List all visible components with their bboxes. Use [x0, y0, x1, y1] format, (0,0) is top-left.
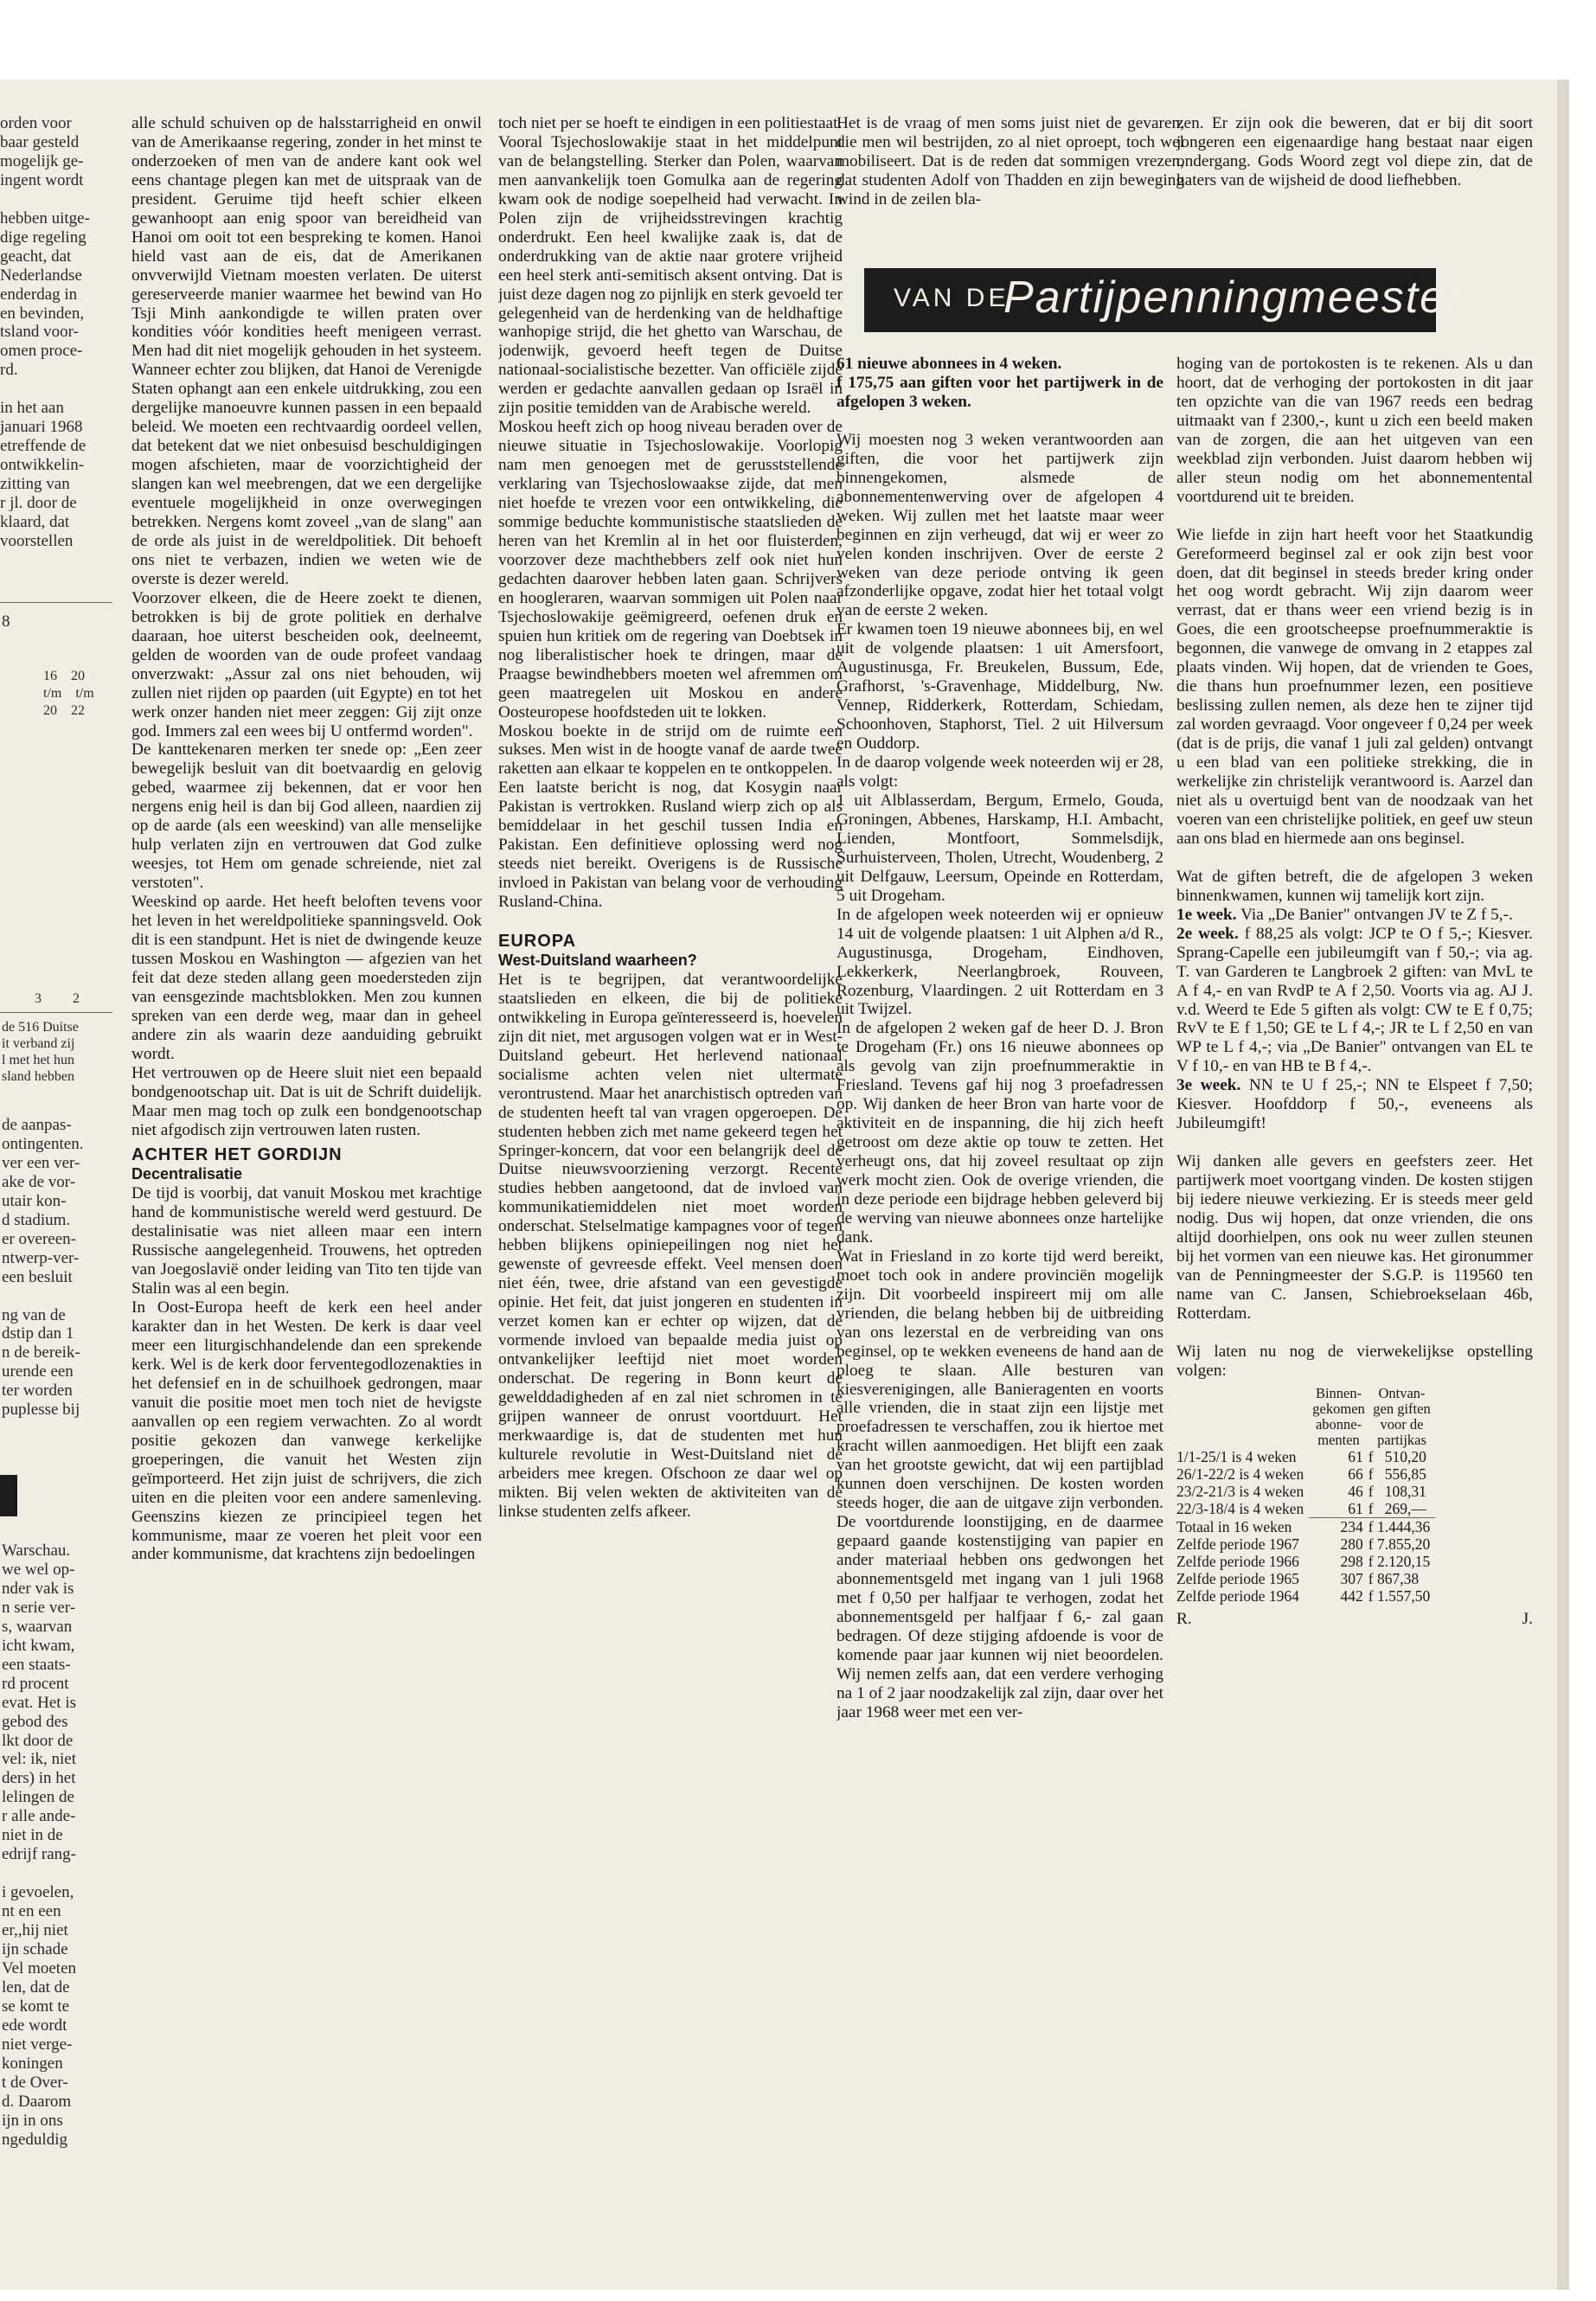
clipped-line: omen proce-	[0, 342, 83, 361]
amount-cell: f 1.444,36	[1368, 1517, 1431, 1535]
col2-paragraph: Moskou heeft zich op hoog niveau beraden over de nieuwe situatie in Tsjechoslowakije. Voorlopig nam men genoegen met de gerusststellende verklaring van Tsjechoslowaakse zijde, dat men niet hoefde te vrezen voor een ontwikkeling, die sommige beduchte kommunistische staatslieden de heren van het Kremlin al in het oor fluisterden, voorzover deze machthebbers zelf ook niet hun gedachten daarover hebben laten gaan. Schrijvers en hoogleraren, waarvan sommigen uit Polen naar Tsjechoslowakije geëmigreerd, oefenen druk en spuien hun kritiek om de regering van Doebtsek in nog liberalistischer hoek te dringen, maar de Praagse bewindhebbers moeten wel afremmen om geen maatregelen uit Moskou en andere Oosteuropese hoofdsteden uit te lokken.	[498, 418, 843, 721]
col4-b-paragraph: Wij danken alle gevers en geefsters zeer. Het partijwerk moet voortgang vinden. De kosten stijgen bij iedere nieuwe verkiezing. Er is steeds meer geld nodig. Dus wij hopen, dat onze vrienden, die ons altijd doorhielpen, ons ook nu weer zullen steunen bij het vormen van een nieuwe kas. Het gironummer van de Penningmeester der S.G.P. is 119560 ten name van C. Jansen, Schiebroekselaan 46b, Rotterdam.	[1176, 1152, 1533, 1323]
col4-b-paragraph: Wij laten nu nog de vierwekelijkse opstelling volgen:	[1176, 1342, 1533, 1380]
amount-cell: f 2.120,15	[1368, 1552, 1431, 1570]
four-weekly-table	[1176, 1386, 1435, 1605]
period-cell: 22/3-18/4 is 4 weken	[1176, 1499, 1304, 1517]
clipped-line: geacht, dat	[0, 247, 72, 266]
clipped-line: orden voor	[0, 114, 72, 132]
col3-top-paragraph: Het is de vraag of men soms juist niet de gevaren, die men wil bestrijden, zo al niet oproept, toch wel mobiliseert. Dat is de reden dat sommigen vrezen, dat studenten Adolf von Thadden en zijn beweging wind in de zeilen bla-	[836, 114, 1184, 208]
amount-cell: f 1.557,50	[1368, 1586, 1431, 1605]
clipped-line: dige regeling	[0, 228, 87, 247]
clipped-line	[2, 1864, 76, 1883]
signature	[1176, 1610, 1533, 1629]
clipped-text-c	[2, 1116, 83, 1420]
column-3-penningmeester	[836, 355, 1163, 2085]
clipped-table-b: 3 2	[35, 991, 80, 1006]
article-west-duitsland-end-2	[1176, 114, 1533, 190]
amount-cell: f 867,38	[1368, 1569, 1420, 1587]
clipped-line: nder vak is	[2, 1579, 74, 1598]
column-4-top	[1176, 114, 1533, 235]
clipped-line: een besluit	[2, 1267, 73, 1286]
banner-title: Partijpenningmeester	[1003, 272, 1464, 323]
clipped-line: it verband zij	[2, 1036, 75, 1051]
col3-b-paragraph: Wij moesten nog 3 weken verantwoorden aan giften, die voor het partijwerk zijn binnengekomen, alsmede de abonnementenwerving over de afgelopen 4 weken. Wij zullen met het laatste maar weer beginnen en zijn verheugd, dat wij er weer zo velen konden inschrijven. Over de eerste 2 weken van deze periode ontving ik geen afzonderlijke opgave, zodat hier het totaal volgt van de eerste 2 weken.	[836, 430, 1163, 620]
col3-b-paragraph: 1 uit Alblasserdam, Bergum, Ermelo, Gouda, Groningen, Abbenes, Harskamp, H.I. Ambacht, Lienden, Montfoort, Sommelsdijk, Surhuisterveen, Tholen, Utrecht, Woudenberg, 2 uit Delfgauw, Leersum, Opeinde en Rotterdam, 5 uit Drogeham.	[836, 791, 1163, 905]
period-cell: Zelfde periode 1966	[1176, 1552, 1299, 1570]
clipped-line: en bevinden,	[0, 304, 85, 323]
clipped-line: niet verge-	[2, 2035, 73, 2054]
table-row	[1176, 1500, 1435, 1518]
clipped-line: s, waarvan	[2, 1617, 73, 1636]
article-west-duitsland-end	[836, 114, 1184, 209]
clipped-line: ingent wordt	[0, 170, 84, 189]
column-3-top	[836, 114, 1184, 235]
clipped-line: er,,hij niet	[2, 1921, 68, 1940]
clipped-line: ntwerp-ver-	[2, 1248, 80, 1267]
period-cell: 26/1-22/2 is 4 weken	[1176, 1465, 1304, 1483]
table-total-row	[1176, 1518, 1435, 1535]
clipped-line: mogelijk ge-	[0, 151, 84, 170]
clipped-table-a: 16 20 t/m t/m 20 22	[43, 669, 94, 718]
table-header-gifts: Ontvan- gen giften voor de partijkas	[1373, 1384, 1431, 1448]
table-total-row	[1176, 1570, 1435, 1587]
col3-b-paragraph: In de daarop volgende week noteerden wij er 28, als volgt:	[836, 753, 1163, 792]
subs-cell: 46	[1348, 1482, 1363, 1500]
col3-b-paragraph: In de afgelopen 2 weken gaf de heer D. J. Bron te Drogeham (Fr.) ons 16 nieuwe abonnees op als gevolg van zijn proefnummeraktie in Friesland. Tevens gaf hij nog 3 proefadressen op. Wij danken de heer Bron van harte voor de aktiviteit en de inspanning, die hij zich heeft getroost om deze aktie op touw te zetten. Het verheugt ons, dat hij zoveel resultaat op zijn werk mocht zien. Ook de overige vrienden, die in deze periode een bijdrage hebben geleverd bij de werving van nieuwe abonnees onze hartelijke dank.	[836, 1019, 1163, 1247]
clipped-line: Nederlandse	[0, 266, 82, 285]
amount-cell: f 269,—	[1368, 1499, 1426, 1517]
section-heading-achter-het-gordijn: ACHTER HET GORDIJN	[131, 1145, 343, 1165]
partijpenningmeester-banner	[864, 268, 1464, 332]
col3-b-paragraph: Wat in Friesland in zo korte tijd werd bereikt, moet toch ook in andere provinciën mogelijk zijn. Dit voorbeeld inspireert mij om alle vrienden, die belang hebben bij de uitbreiding van ons lezerstal en de verbreiding van ons beginsel, op te wekken eveneens de hand aan de ploeg te slaan. Alle besturen van kiesverenigingen, alle Banieragenten en voorts alle vrienden, die in staat zijn een lijstje met proefadressen te verschaffen, zou ik hiertoe met kracht willen aanmoedigen. Het blijft een zaak van het grootste gewicht, dat wij een partijblad kunnen doen verschijnen. De kosten worden steeds hoger, die aan de uitgave zijn verbonden. De voortdurende loonstijging, en de daarmee gepaard gaande kostenstijging van papier en ander materiaal hebben ons gedwongen het abonnementsgeld met ingang van 1 juli 1968 met f 0,50 per halfjaar te verhogen, zodat het abonnementsgeld per halfjaar f 6,- zal gaan bedragen. Of deze stijging afdoende is voor de komende paar jaar kunnen wij niet beoordelen. Wij nemen zelfs aan, dat een verdere verhoging na 1 of 2 jaar noodzakelijk zal zijn, daar over het jaar 1968 weer met een ver-	[836, 1247, 1163, 1721]
clipped-line: de aanpas-	[2, 1116, 72, 1134]
clipped-line: urende een	[2, 1362, 74, 1381]
clipped-line: sland hebben	[2, 1069, 74, 1084]
clipped-line: r jl. door de	[0, 494, 77, 513]
article-tsjechoslowakije	[498, 114, 843, 912]
clipped-line: etreffende de	[0, 437, 87, 456]
clipped-line	[0, 190, 114, 209]
period-cell: 23/2-21/3 is 4 weken	[1176, 1482, 1304, 1500]
clipped-line: vel: ik, niet	[2, 1750, 77, 1769]
clipped-line: een staats-	[2, 1655, 71, 1674]
column-2	[498, 114, 843, 2086]
clipped-line: Warschau.	[2, 1541, 71, 1560]
clipped-line: l met het hun	[2, 1053, 74, 1067]
clipped-line: nt en een	[2, 1902, 61, 1921]
period-cell: 1/1-25/1 is 4 weken	[1176, 1447, 1297, 1465]
clipped-line: we wel op-	[2, 1560, 75, 1579]
clipped-line: utair kon-	[2, 1191, 67, 1210]
clipped-line: evat. Het is	[2, 1693, 77, 1712]
period-cell: Zelfde periode 1964	[1176, 1586, 1299, 1605]
col1-b-paragraph: In Oost-Europa heeft de kerk een heel ander karakter dan in het Westen. De kerk is daar veel meer een liturgischhandelende dan een sprekende kerk. Wel is de kerk door ferventegodlozenakties in het defensief en in de schuilhoek gedrongen, maar vanuit die positie moet men toch niet de hevigste aanvallen op een regiem verwachten. Zo al wordt positie gekozen dan vanwege kerkelijke groeperingen, die vanuit het Westen zijn geïmporteerd. Het zijn juist de schrijvers, die zich uiten en die pleiten voor een andere samenleving. Geenszins kiezen ze principieel tegen het kommunisme, maar ze voeren het pleit voor een ander kommunisme, dat krachtens zijn bedoelingen	[131, 1298, 482, 1564]
amount-cell: f 108,31	[1368, 1482, 1426, 1500]
clipped-line: zitting van	[0, 475, 70, 494]
subs-cell: 442	[1340, 1586, 1363, 1605]
clipped-line: r alle ande-	[2, 1807, 76, 1826]
clipped-line: ders) in het	[2, 1769, 76, 1788]
clipped-line: lelingen de	[2, 1788, 74, 1807]
clipped-line: ver een ver-	[2, 1153, 80, 1172]
amount-cell: f 556,85	[1368, 1465, 1426, 1483]
table-row	[1176, 1465, 1435, 1483]
subs-cell: 298	[1340, 1552, 1363, 1570]
clipped-line: puplesse bij	[2, 1400, 80, 1420]
subs-cell: 61	[1348, 1447, 1363, 1465]
article-west-duitsland	[498, 971, 843, 1522]
clipped-line: ijn schade	[2, 1940, 68, 1959]
col1-paragraph: Het vertrouwen op de Heere sluit niet een bepaald bondgenootschap uit. Dat is uit de Schrift duidelijk. Maar men mag toch op zulk een bondgenootschap niet afgodisch zijn vertrouwen laten rusten.	[131, 1063, 482, 1139]
table-row	[1176, 1448, 1435, 1465]
col2-paragraph: Een laatste bericht is nog, dat Kosygin naar Pakistan is vertrokken. Rusland wierp zich op als bemiddelaar in het geschil tussen India en Pakistan. Een definitieve oplossing werd nog steeds niet bereikt. Overigens is de Russische invloed in Pakistan van belang voor de verhouding Rusland-China.	[498, 779, 843, 912]
period-cell: Totaal in 16 weken	[1176, 1517, 1292, 1535]
clipped-text-d	[2, 1541, 76, 2150]
clipped-line: ede wordt	[2, 2016, 67, 2035]
amount-cell: f 7.855,20	[1368, 1535, 1431, 1553]
col4-b-paragraph: 1e week. Via „De Banier" ontvangen JV te Z f 5,-.	[1176, 905, 1513, 924]
signature-left: R.	[1176, 1609, 1192, 1628]
subs-cell: 66	[1348, 1465, 1363, 1483]
article-decentralisatie	[131, 1184, 482, 1564]
clipped-line: ake de vor-	[2, 1172, 76, 1191]
subheading-west-duitsland: West-Duitsland waarheen?	[498, 951, 697, 969]
clipped-line: i gevoelen,	[2, 1883, 74, 1902]
clipped-line: koningen	[2, 2054, 63, 2073]
column-left-clipped	[0, 114, 114, 2259]
clipped-line: se komt te	[2, 1997, 70, 2016]
table-total-row	[1176, 1587, 1435, 1605]
col4-b-paragraph: Wat de giften betreft, die de afgelopen 3 weken binnenkwamen, kunnen wij tamelijk kort zijn.	[1176, 867, 1533, 905]
col2-paragraph: Moskou boekte in de strijd om de ruimte een sukses. Men wist in de hoogte vanaf de aarde twee raketten aan elkaar te koppelen en te ontkoppelen.	[498, 721, 843, 779]
clipped-line: dstip dan 1	[2, 1324, 74, 1343]
clipped-line: d stadium.	[2, 1210, 71, 1229]
signature-right: J.	[1522, 1609, 1533, 1628]
col1-paragraph: Weeskind op aarde. Het heeft beloften tevens voor het leven in het wereldpolitieke spanningsveld. Ook dit is een standpunt. Het is niet de dwingende keuze tussen Moskou en Washington — afgezien van het feit dat deze steden allang geen moedersteden zijn van eensgezinde machtsblokken. Men zou kunnen spreken van een derde weg, maar dan in geheel andere zin als waarin deze aanduiding gebruikt wordt.	[131, 893, 482, 1063]
col3-b-paragraph: f 175,75 aan giften voor het partijwerk in de afgelopen 3 weken.	[836, 373, 1163, 411]
subs-cell: 307	[1340, 1569, 1363, 1587]
section-heading-europa: EUROPA	[498, 932, 577, 952]
clipped-line: niet in de	[2, 1826, 63, 1845]
article-vietnam	[131, 114, 482, 1139]
clipped-line	[2, 1287, 83, 1306]
period-cell: Zelfde periode 1965	[1176, 1569, 1299, 1587]
col2-paragraph: Vooral Tsjechoslowakije staat in het middelpunt van de belangstelling. Sterker dan Polen, waarvan men aanvankelijk toen Gomulka aan de regering kwam ook de nodige soepelheid had verwacht. In Polen zijn de vrijheidsstrevingen krachtig onderdrukt. Een heel kwalijke zaak is, dat de onderdrukking van de aktie naar grotere vrijheid een heel sterk anti-semitisch aksent ontving. Dat is juist deze dagen nog zo pijnlijk en sterk gevoeld ter gelegenheid van de herdenking van de heldhaftige wanhopige strijd, die het ghetto van Warschau, de jodenwijk, gevoerd heeft tegen de Duitse nationaal-socialistische bezetter. Van officiële zijde werden er gedachte aanvallen gedaan op Israël in zijn positie temidden van de Arabische wereld.	[498, 132, 843, 418]
subs-cell: 234	[1340, 1517, 1363, 1535]
clipped-line: de 516 Duitse	[2, 1020, 79, 1035]
clipped-line: hebben uitge-	[0, 208, 90, 228]
clipped-table-num: 8	[2, 612, 10, 631]
clipped-line: ontingenten.	[2, 1134, 84, 1153]
clipped-line: ng van de	[2, 1305, 66, 1324]
col4-b-paragraph: hoging van de portokosten is te rekenen. Als u dan hoort, dat de verhoging der portokosten in dit jaar ten opzichte van die van 1967 reeds een bedrag uitmaakt van f 2300,-, kunt u zich een beeld maken van de zorgen, die aan het uitgeven van een weekblad zijn verbonden. Juist daarom hebben wij aller steun nodig om het abonnementental voortdurend uit te breiden.	[1176, 355, 1533, 506]
clipped-line: gebod des	[2, 1712, 68, 1731]
subs-cell: 280	[1340, 1535, 1363, 1553]
subs-cell: 61	[1348, 1499, 1363, 1517]
col4-b-paragraph: 3e week. NN te U f 25,-; NN te Elspeet f 7,50; Kiesver. Hoofddorp f 50,-, eveneens als Jubileumgift!	[1176, 1076, 1533, 1133]
col2-b-paragraph: Het is te begrijpen, dat verantwoordelijke staatslieden en elkeen, die bij de politieke ontwikkeling in Europa geïnteresseerd is, hoevelen zijn dit niet, met argusogen volgen wat er in West-Duitsland gebeurt. Het herlevend nationaal socialisme achten velen niet ultermate verontrustend. Maar het anarchistisch optreden van de studenten heeft tal van vragen opgeroepen. De studenten hebben zich met name gekeerd tegen het Springer-koncern, dat voor een belangrijk deel de Duitse nieuwsvoorziening verzorgt. Recente studies hebben aangetoond, dat de invloed van kommunikatiemiddelen niet moet worden onderschat. Stelselmatige kampagnes voor of tegen hebben blijkens opiniepeilingen nog niet het gewenste of gevreesde effekt. Veel mensen doen niet één, twee, drie afstand van een gevestigde opinie. Het feit, dat juist jongeren en studenten in verzet komen kan er echter op wijzen, dat de vormende invloed van bepaalde media juist op ontvankelijker leeftijd niet moet worden onderschat. De regering in Bonn keurt de gewelddadigheden af en zal niet schromen in te grijpen wanneer de onrust voortduurt. Het merkwaardige is, dat de studenten met hun kulturele revolutie in West-Duitsland niet de arbeiders mee kregen. Ofschoon ze daar wel op mikten. Bij velen wekten de aktiviteiten van de linkse studenten zelfs afkeer.	[498, 970, 843, 1521]
clipped-line: len, dat de	[2, 1977, 70, 1997]
penningmeester-text-b	[1176, 355, 1533, 1381]
column-1	[131, 114, 482, 2086]
column-4-penningmeester	[1176, 355, 1533, 2085]
clipped-line: klaard, dat	[0, 513, 70, 532]
clipped-line: januari 1968	[0, 418, 83, 437]
clipped-line: baar gesteld	[0, 132, 80, 151]
page-edge	[1557, 80, 1569, 2290]
clipped-line: enderdag in	[0, 285, 78, 304]
clipped-line: in het aan	[0, 399, 64, 418]
clipped-line: n de bereik-	[2, 1343, 80, 1362]
amount-cell: f 510,20	[1368, 1447, 1426, 1465]
col1-paragraph: Voorzover elkeen, die de Heere zoekt te dienen, betrokken is bij de grote politiek en derhalve daaraan, hoe uiterst bescheiden ook, deelneemt, gelden de woorden van de oude profeet vandaag onverzwakt: „Assur zal ons niet behouden, wij zullen niet rijden op paarden (uit Egypte) en tot het werk onzer handen niet meer zeggen: Gij zijt onze god. Immers zal een wees bij U ontfermd worden".	[131, 588, 482, 740]
col3-b-paragraph: In de afgelopen week noteerden wij er opnieuw 14 uit de volgende plaatsen: 1 uit Alphen a/d R., Augustinusga, Drogeham, Eindhoven, Lekkerkerk, Neerlangbroek, Rouveen, Rozenburg, Vlaardingen. 2 uit Rotterdam en 3 uit Twijzel.	[836, 905, 1163, 1019]
clipped-line: voorstellen	[0, 531, 74, 550]
clipped-line: d. Daarom	[2, 2092, 72, 2111]
col1-b-paragraph: De tijd is voorbij, dat vanuit Moskou met krachtige hand de kommunistische wereld werd gestuurd. De destalinisatie was niet alleen maar een intern Russische aangelegenheid. Trouwens, het optreden van Joegoslavië onder leiding van Tito ten tijde van Stalin was al een begin.	[131, 1184, 482, 1298]
clipped-line: ngeduldig	[2, 2130, 67, 2149]
banner-van-de: VAN DE	[894, 284, 1010, 312]
clipped-line: ter worden	[2, 1381, 73, 1400]
clipped-line: rd procent	[2, 1674, 69, 1693]
table-rule	[0, 602, 112, 603]
clipped-line: Vel moeten	[2, 1958, 77, 1977]
black-block	[0, 1475, 17, 1516]
col2-paragraph: toch niet per se hoeft te eindigen in een politiestaat.	[498, 114, 843, 132]
col4-b-paragraph: 2e week. f 88,25 als volgt: JCP te O f 5,-; Kiesver. Sprang-Capelle een jubileumgift van f 50,-; via ag. T. van Garderen te Langbroek 2 giften: van MvL te A f 4,- en van RvdP te A f 2,50. Voorts via ag. AJ J. v.d. Weerd te Ede 5 giften als volgt: CW te E f 0,75; RvV te E f 1,50; GE te L f 4,-; JR te L f 2,50 en van WP te L f 4,-; via „De Banier" ontvangen van EL te V f 10,- en van HB te B f 4,-.	[1176, 924, 1533, 1076]
table-total-row	[1176, 1535, 1435, 1553]
table-row	[1176, 1483, 1435, 1500]
clipped-line: t de Over-	[2, 2073, 68, 2092]
clipped-line: icht kwam,	[2, 1636, 75, 1655]
period-cell: Zelfde periode 1967	[1176, 1535, 1299, 1553]
clipped-line: er overeen-	[2, 1229, 76, 1248]
clipped-line	[0, 380, 114, 399]
col3-b-paragraph: 61 nieuwe abonnees in 4 weken.	[836, 355, 1062, 373]
table-total-row	[1176, 1553, 1435, 1570]
clipped-line: ijn in ons	[2, 2111, 63, 2130]
penningmeester-text-a	[836, 355, 1163, 1722]
subheading-decentralisatie: Decentralisatie	[131, 1165, 243, 1183]
col4-b-paragraph: Wie liefde in zijn hart heeft voor het Staatkundig Gereformeerd beginsel zal er ook zijn best voor doen, dat dit beginsel in steeds breder kring onder het oog wordt gebracht. Wij zijn daarom weer verrast, dat er thans weer een vriend bezig is in Goes, die een grootscheepse proefnummeraktie is begonnen, die vanwege de omvang in 2 etappes zal plaats vinden. Wij hopen, dat de vrienden te Goes, die thans hun proefnummer lezen, een positieve beslissing zullen nemen, als deze hen te zijner tijd zal worden gevraagd. Voor ongeveer f 0,24 per week (dat is de prijs, die vanaf 1 juli zal gelden) ontvangt u een blad van een politieke strekking, die in werkelijke zin christelijk verantwoord is. Aarzel dan niet als u overtuigd bent van de noodzaak van het voeren van een christelijke politiek, en geef uw steun aan ons blad en hiermede aan ons beginsel.	[1176, 525, 1533, 848]
clipped-line: ontwikkelin-	[0, 456, 85, 475]
clipped-line: n serie ver-	[2, 1598, 76, 1617]
table-body	[1176, 1448, 1435, 1605]
table-header-subscribers: Binnen- gekomen abonne- menten	[1312, 1384, 1365, 1448]
clipped-line: tsland voor-	[0, 323, 79, 342]
col1-paragraph: De kanttekenaren merken ter snede op: „Een zeer bewegelijk besluit van dit boetvaardig en gelovig gebed, waarmee zij bekennen, dat er voor hen nergens enig heil is dan bij God alleen, naardien zij op de aarde (als een weeskind) van alle menselijke hulp verlaten zijn en vertrouwen dat God zulke weesjes, tot Hem om genade schreiende, niet zal verstoten".	[131, 740, 482, 893]
clipped-line: edrijf rang-	[2, 1845, 76, 1864]
clipped-text-a	[0, 114, 114, 551]
col4-top-paragraph: zen. Er zijn ook die beweren, dat er bij dit soort jongeren een eigenaardige hang bestaat naar eigen ondergang. Gods Woord zegt vol diepe zin, dat de haters van de wijsheid de dood liefhebben.	[1176, 114, 1533, 189]
table-rule-2	[0, 1012, 112, 1013]
clipped-line: rd.	[0, 361, 18, 380]
col3-b-paragraph: Er kwamen toen 19 nieuwe abonnees bij, en wel uit de volgende plaatsen: 1 uit Amersfoort, Augustinusga, Fr. Breukelen, Bussum, Ede, Grafhorst, 's-Gravenhage, Middelburg, Nw. Vennep, Ridderkerk, Rotterdam, Schiedam, Schoonhoven, Staphorst, Tiel. 2 uit Hilversum en Ouddorp.	[836, 620, 1163, 753]
clipped-line: lkt door de	[2, 1731, 74, 1750]
clipped-text-b	[2, 1019, 79, 1085]
col1-paragraph: alle schuld schuiven op de halsstarrigheid en onwil van de Amerikaanse regering, zonder in het minst te onderzoeken of men van de andere kant ook wel eens chantage plegen kan met de uitspraak van de president. Geruime tijd heeft schier elkeen gewanhoopt aan enig spoor van bereidheid van Hanoi om ooit tot een bespreking te komen. Hanoi hield vast aan de eis, dat de Amerikanen onvverwijld Vietnam moesten verlaten. De uiterst gereserveerde manier waarmee het bewind van Ho Tsji Minh aankondigde te willen praten over kondities vóór kondities heeft menigeen verrast. Men had dit niet mogelijk gehouden in het systeem. Wanneer echter zou blijken, dat Hanoi de Verenigde Staten ophangt aan een enkele uitdrukking, zou een dergelijke manoeuvre kunnen passen in een bepaald beleid. We moeten een rechtvaardig oordeel vellen, dat betekent dat we niet onbesuisd beschuldigingen mogen afschieten, maar de voorzichtigheid der slangen kan wel meebrengen, dat we een dergelijke eventuele mogelijkheid in onze overwegingen betrekken. Nergens komt zoveel „van de slang" aan de orde als juist in de wereldpolitiek. Dit behoeft ons niet te verbazen, indien we weten wie de overste is dezer wereld.	[131, 114, 482, 588]
